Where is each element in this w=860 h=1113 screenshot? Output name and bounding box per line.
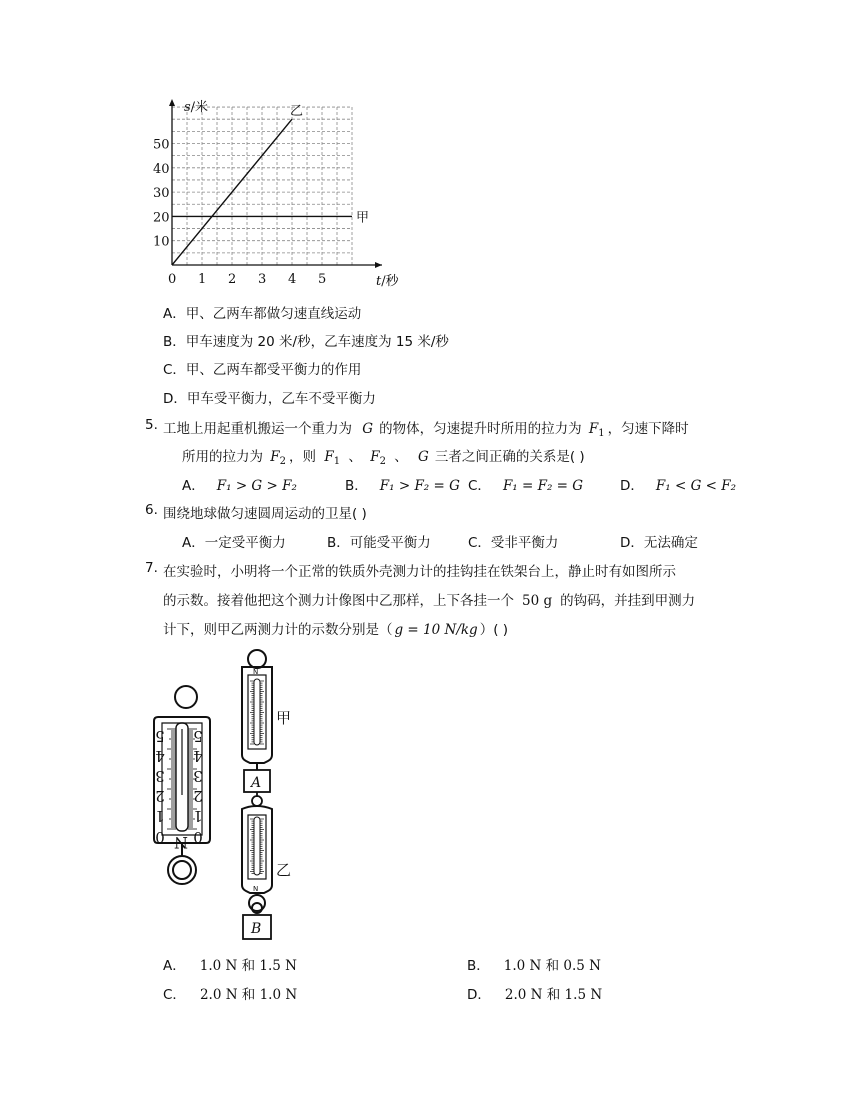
jia-scale-ticks	[250, 681, 264, 744]
q5-var-f2: $F_2$	[270, 449, 287, 467]
scale-digit: 1	[155, 807, 165, 825]
q4-option-d: D．甲车受平衡力，乙车不受平衡力	[163, 391, 376, 407]
q7-option-d: D． 2.0 N 和 1.5 N	[467, 987, 603, 1003]
block-b-label: B	[251, 921, 262, 937]
yi-n-mark: N	[253, 885, 259, 893]
q5-sep: 、	[348, 449, 362, 465]
scale-digit: 4	[193, 747, 203, 765]
q5-text: ，匀速下降时	[607, 421, 689, 437]
scale-digit: 1	[193, 807, 203, 825]
yi-spring-balance	[242, 806, 272, 913]
y-tick-label: 20	[153, 210, 170, 226]
q5-stem-line1	[163, 417, 689, 439]
q5-sep: 、	[394, 449, 408, 465]
scale-digit: 2	[155, 787, 165, 805]
spring-balance-figure	[150, 645, 320, 945]
q5-option-d: D． F₁ < G < F₂	[620, 478, 737, 494]
x-tick-label: 5	[318, 272, 327, 287]
y-tick-label: 50	[153, 137, 170, 153]
chart-grid	[172, 107, 352, 265]
x-tick-label: 1	[198, 272, 207, 287]
yi-label: 乙	[276, 861, 292, 879]
scale-digit: 3	[193, 767, 203, 785]
q5-stem-line2	[182, 445, 585, 467]
y-axis-label: s/米	[184, 100, 209, 115]
q6-number: 6.	[145, 502, 158, 518]
q6-option-a: A．一定受平衡力	[182, 535, 286, 551]
q5-var-f1: $F_1$	[324, 449, 341, 467]
q5-text: 的物体，匀速提升时所用的拉力为	[379, 421, 582, 437]
y-tick-label: 10	[153, 234, 170, 250]
chart-axes	[169, 99, 382, 268]
x-axis-arrow	[375, 262, 382, 268]
q6-stem: 围绕地球做匀速圆周运动的卫星( )	[163, 506, 367, 522]
x-tick-label: 2	[228, 272, 237, 287]
q5-text: 所用的拉力为	[182, 449, 263, 465]
q5-text: 三者之间正确的关系是( )	[434, 449, 585, 465]
q5-var-f1: $F_1$	[588, 421, 605, 439]
series-label: 乙	[290, 104, 304, 120]
x-tick-label: 0	[168, 272, 177, 287]
scale-digit: 0	[155, 829, 165, 847]
q7-stem-line1: 在实验时，小明将一个正常的铁质外壳测力计的挂钩挂在铁架台上，静止时有如图所示	[163, 564, 676, 580]
q6-option-b: B．可能受平衡力	[327, 535, 431, 551]
q4-option-a: A．甲、乙两车都做匀速直线运动	[163, 306, 362, 322]
y-axis-arrow	[169, 99, 175, 106]
y-tick-label: 40	[153, 161, 170, 177]
q5-var-g: G	[418, 449, 429, 465]
left-n-mark: N	[174, 833, 188, 852]
q7-option-c: C． 2.0 N 和 1.0 N	[163, 987, 298, 1003]
q6-option-c: C．受非平衡力	[468, 535, 559, 551]
scale-digit: 5	[193, 727, 203, 745]
y-tick-label: 30	[153, 186, 170, 202]
q4-option-b: B．甲车速度为 20 米/秒，乙车速度为 15 米/秒	[163, 334, 449, 350]
q7-number: 7.	[145, 560, 158, 576]
q5-option-c: C． F₁ = F₂ = G	[468, 478, 584, 494]
x-tick-label: 4	[288, 272, 297, 287]
scale-digit: 3	[155, 767, 165, 785]
q7-stem-line2: 的示数。接着他把这个测力计像图中乙那样，上下各挂一个 50 g 的钩码，并挂到甲测力	[163, 593, 696, 609]
scale-digit: 5	[155, 727, 165, 745]
jia-n-mark: N	[253, 668, 259, 676]
jia-label: 甲	[276, 709, 292, 727]
scale-digit: 0	[193, 829, 203, 847]
q4-option-c: C．甲、乙两车都受平衡力的作用	[163, 362, 362, 378]
yi-scale-ticks	[250, 819, 264, 874]
scale-digit: 4	[155, 747, 165, 765]
q5-var-f2: $F_2$	[370, 449, 386, 467]
q6-option-d: D．无法确定	[620, 535, 698, 551]
scale-digit: 2	[193, 787, 203, 805]
q5-option-b: B． F₁ > F₂ = G	[345, 478, 460, 494]
block-a-label: A	[251, 775, 262, 791]
q5-text: ，则	[289, 449, 317, 465]
x-tick-label: 3	[258, 272, 267, 287]
q5-option-a: A． F₁ > G > F₂	[182, 478, 297, 494]
q7-option-b: B． 1.0 N 和 0.5 N	[467, 958, 601, 974]
series-label: 甲	[356, 210, 370, 226]
q5-var-g: G	[362, 421, 374, 437]
q5-number: 5.	[145, 417, 158, 433]
q5-text: 工地上用起重机搬运一个重力为	[163, 421, 352, 437]
s-t-chart	[150, 95, 399, 290]
q7-option-a: A． 1.0 N 和 1.5 N	[163, 958, 297, 974]
q7-stem-line3: 计下，则甲乙两测力计的示数分别是（ g = 10 N/kg ）( )	[163, 622, 509, 638]
x-axis-label: t/秒	[376, 274, 399, 289]
